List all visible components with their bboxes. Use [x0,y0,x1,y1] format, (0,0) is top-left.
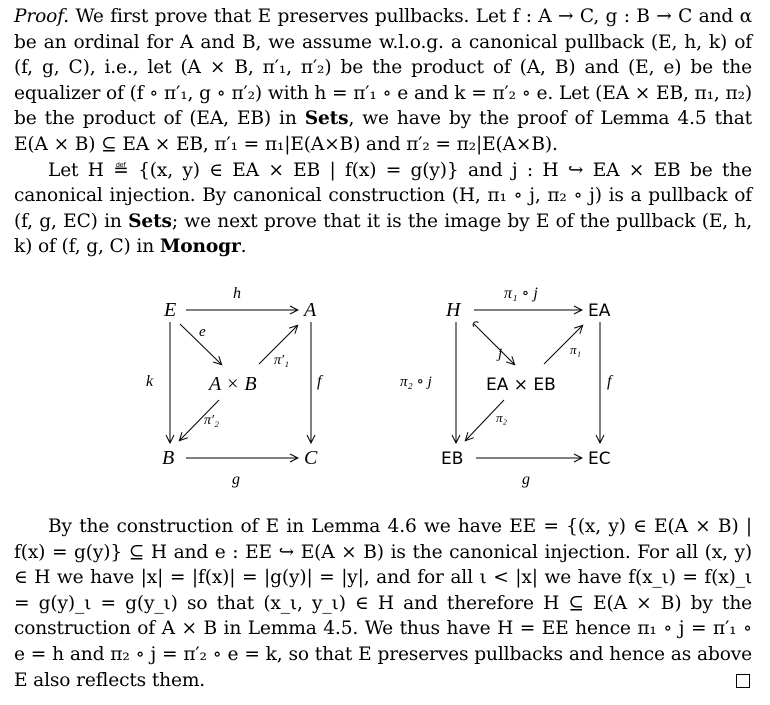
paragraph-1-text: We first prove that E preserves pullbacks. Let f : A → C, g : B → C and α be an ordinal for A and B, we assume w.l.o.g. a canonical pullback (E, h, k) of (f, g, C), i.e., let (A × B, π′₁, π′₂) be the product of (A, B) and (E, e) be the equalizer of (f ∘ π′₁, g ∘ π′₂) with h = π′₁ ∘ e and k = π′₂ ∘ e. Let (EA × EB, π₁, π₂) be the product of (EA, EB) in [14,6,752,130]
right-label-j: j [498,345,503,362]
commutative-diagrams [14,264,752,512]
right-node-EC: EC [588,448,611,469]
right-node-EAxEB: EA × EB [486,374,556,395]
right-label-f: f [607,372,612,390]
left-label-k: k [146,372,154,390]
paragraph-2 [14,158,752,260]
right-arrow-j [474,324,514,364]
right-node-EA: EA [588,300,611,321]
right-label-pi2j: π₂ ∘ j [400,373,432,390]
left-label-p2: π′₂ [204,412,219,428]
proof-label: Proof. [14,6,70,27]
proof-page [14,4,752,693]
left-node-AxB: A × B [209,372,257,395]
right-label-p1: π₁ [570,341,582,357]
paragraph-2-text-end: . [240,236,247,258]
left-node-E: E [164,298,177,321]
paragraph-3-text: By the construction of E in Lemma 4.6 we have EE = {(x, y) ∈ E(A × B) | f(x) = g(y)} ⊆ H and e : EE ↪ E(A × B) is the canonical injection. For all (x, y) ∈ H we have |x| = |f(x)| = |g(y)| = |y|, and for all ι < |x| we have f(x_ι) = f(x)_ι = g(y)_ι = g(y_ι) so that (x_ι, y_ι) ∈ H and therefore H ⊆ E(A × B) by the construction of A × B in Lemma 4.5. We thus have H = EE hence π₁ ∘ j = π′₁ ∘ e = h and π₂ ∘ j = π′₂ ∘ e = k, so that E preserves pullbacks and hence as above E also reflects them. [14,515,752,691]
left-label-p1: π′₁ [274,352,289,368]
right-node-EB: EB [441,448,464,469]
diagrams-svg [14,264,752,512]
left-label-g: g [232,470,240,488]
monogr-bold: Monogr [159,236,241,258]
paragraph-1-text-end: , we have by the proof of Lemma 4.5 that E(A × B) ⊆ EA × EB, π′₁ = π₁|E(A×B) and π′₂ = π₂|E(A×B). [14,108,752,155]
left-node-B: B [162,446,175,469]
paragraph-2-text: Let H ≝ {(x, y) ∈ EA × EB | f(x) = g(y)} and j : H ↪ EA × EB be the canonical injection. By canonical construction (H, π₁ ∘ j, π₂ ∘ j) is a pullback of (f, g, EC) in [14,159,752,232]
right-label-g: g [522,470,530,488]
left-label-h: h [233,284,241,302]
sets-bold-2: Sets [128,210,172,232]
right-node-H: H [446,298,461,321]
paragraph-3 [14,514,752,693]
left-label-f: f [317,372,322,390]
qed-box-icon [736,674,750,688]
right-label-pi1j: π₁ ∘ j [504,284,538,302]
left-diagram [146,285,324,488]
left-label-e: e [199,323,206,340]
left-node-A: A [304,298,317,321]
sets-bold: Sets [304,108,349,130]
right-label-p2: π₂ [496,409,508,425]
right-diagram [400,285,614,488]
paragraph-2-text-mid: ; we next prove that it is the image by E of the pullback (E, h, k) of (f, g, C) in [14,210,752,258]
paragraph-1 [14,4,752,158]
left-node-C: C [304,446,318,469]
